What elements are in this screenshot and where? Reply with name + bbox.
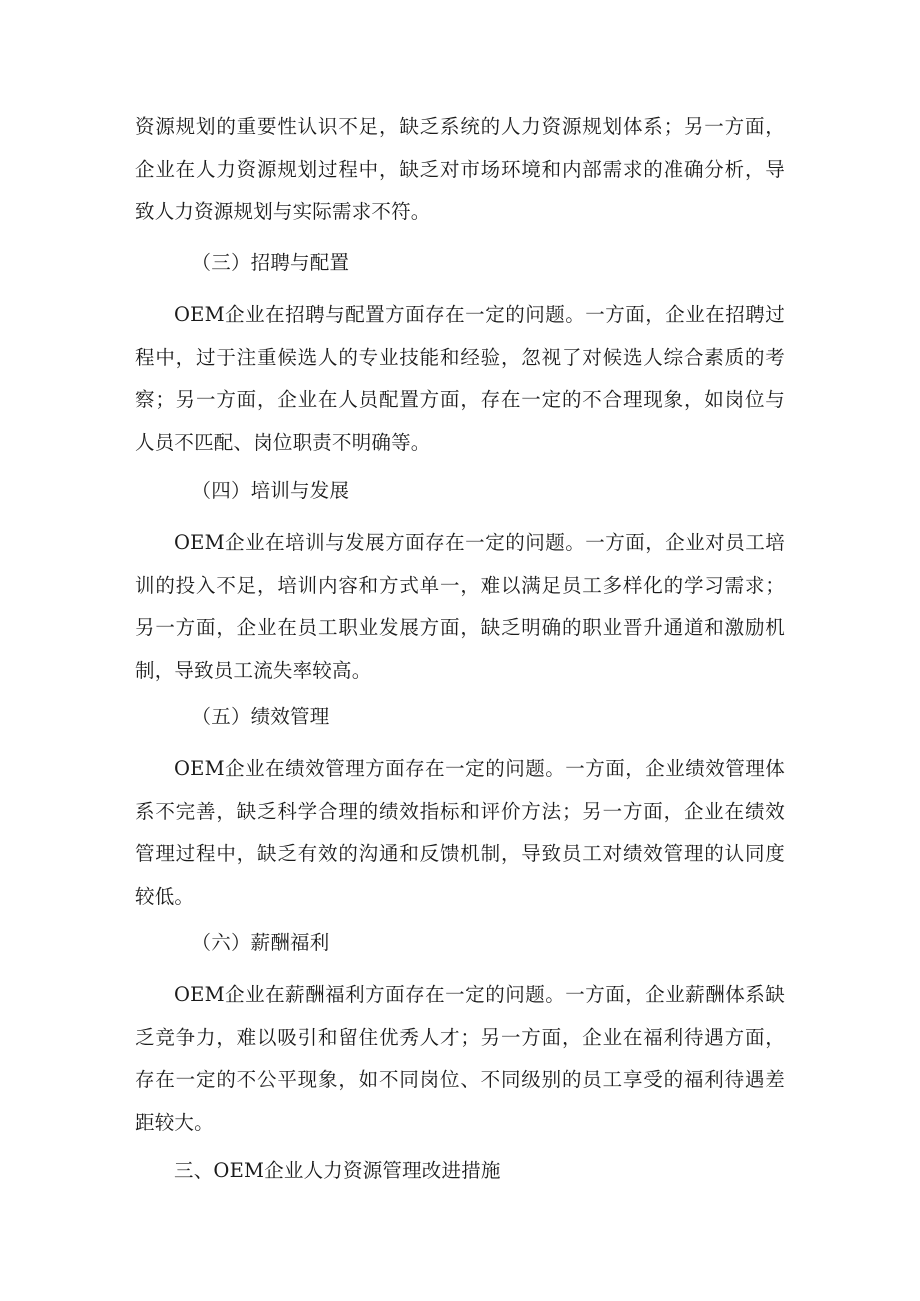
heading-performance: （五）绩效管理	[191, 705, 330, 728]
paragraph-training: OEM企业在培训与发展方面存在一定的问题。一方面，企业对员工培训的投入不足，培训内容和方式单一，难以满足员工多样化的学习需求；另一方面，企业在员工职业发展方面，缺乏明确的职业晋升通道和激励机制，导致员工流失率较高。	[135, 531, 785, 682]
section-three-heading: 三、OEM企业人力资源管理改进措施	[174, 1159, 501, 1182]
intro-paragraph: 资源规划的重要性认识不足，缺乏系统的人力资源规划体系；另一方面，企业在人力资源规划过程中，缺乏对市场环境和内部需求的准确分析，导致人力资源规划与实际需求不符。	[135, 115, 785, 223]
heading-compensation: （六）薪酬福利	[191, 931, 330, 954]
heading-training: （四）培训与发展	[191, 479, 350, 502]
paragraph-performance: OEM企业在绩效管理方面存在一定的问题。一方面，企业绩效管理体系不完善，缺乏科学合理的绩效指标和评价方法；另一方面，企业在绩效管理过程中，缺乏有效的沟通和反馈机制，导致员工对绩效管理的认同度较低。	[135, 757, 785, 908]
paragraph-recruitment: OEM企业在招聘与配置方面存在一定的问题。一方面，企业在招聘过程中，过于注重候选人的专业技能和经验，忽视了对候选人综合素质的考察；另一方面，企业在人员配置方面，存在一定的不合理现象，如岗位与人员不匹配、岗位职责不明确等。	[135, 303, 785, 454]
heading-recruitment: （三）招聘与配置	[191, 251, 350, 274]
paragraph-compensation: OEM企业在薪酬福利方面存在一定的问题。一方面，企业薪酬体系缺乏竞争力，难以吸引和留住优秀人才；另一方面，企业在福利待遇方面，存在一定的不公平现象，如不同岗位、不同级别的员工享受的福利待遇差距较大。	[135, 983, 785, 1134]
